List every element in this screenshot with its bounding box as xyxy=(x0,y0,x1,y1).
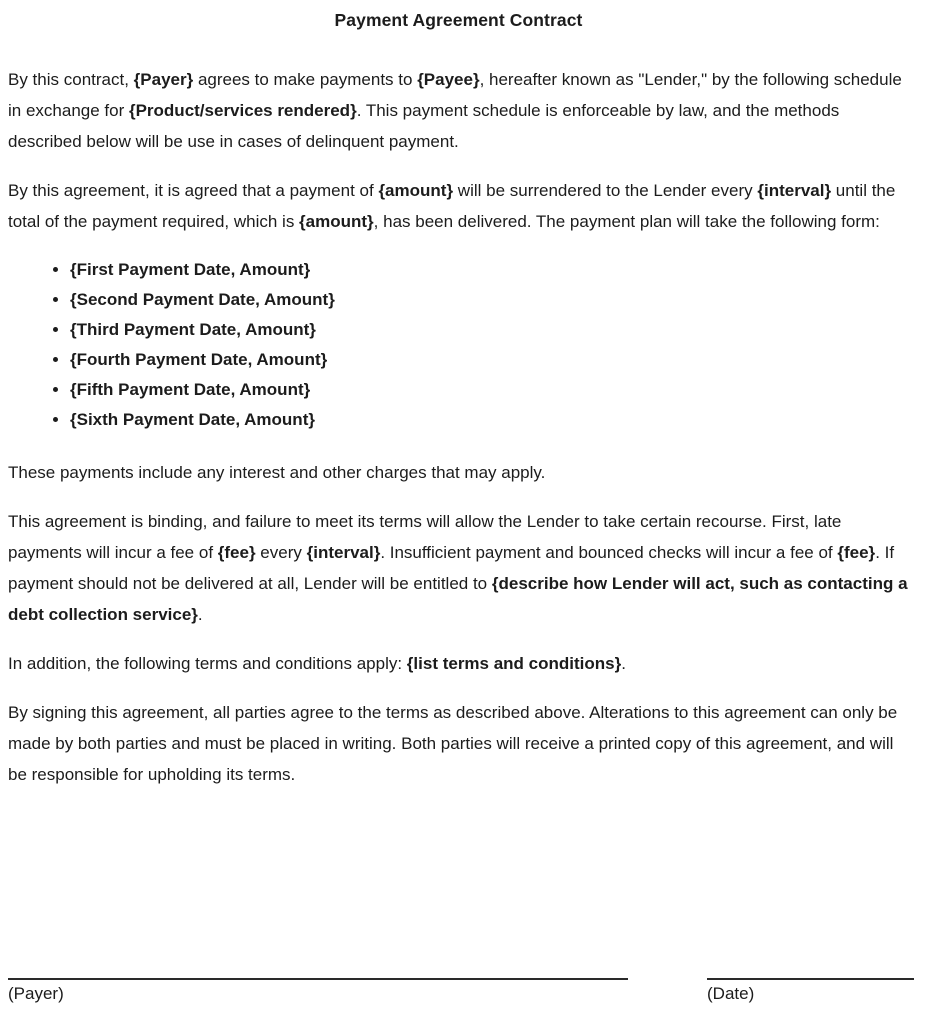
payment-schedule-list xyxy=(8,255,909,435)
payer-signature-field xyxy=(8,978,628,1006)
list-item: • {Third Payment Date, Amount} xyxy=(70,315,909,345)
signature-row xyxy=(8,978,914,1006)
paragraph-interest: These payments include any interest and other charges that may apply. xyxy=(8,463,546,482)
list-item: • {Fifth Payment Date, Amount} xyxy=(70,375,909,405)
paragraph-intro: By this contract, {Payer} agrees to make payments to {Payee}, hereafter known as "Lender," by the following schedule in exchange for {Product/services rendered}. This payment schedule is enforceable by law, and the methods described below will be use in cases of delinquent payment. xyxy=(8,70,902,151)
list-item: • {Second Payment Date, Amount} xyxy=(70,285,909,315)
list-item: • {Sixth Payment Date, Amount} xyxy=(70,405,909,435)
paragraph-closing: By signing this agreement, all parties agree to the terms as described above. Alterations to this agreement can only be made by both parties and must be placed in writing. Both parties will receive a printed copy of this agreement, and will be responsible for upholding its terms. xyxy=(8,703,898,784)
page-title: Payment Agreement Contract xyxy=(334,10,583,30)
date-signature-label: (Date) xyxy=(707,984,755,1003)
paragraph-recourse: This agreement is binding, and failure to meet its terms will allow the Lender to take certain recourse. First, late payments will incur a fee of {fee} every {interval}. Insufficient payment and bounced checks will incur a fee of {fee}. If payment should not be delivered at all, Lender will be entitled to {describe how Lender will act, such as contacting a debt collection service}. xyxy=(8,512,908,624)
list-item: • {First Payment Date, Amount} xyxy=(70,255,909,285)
payer-signature-label: (Payer) xyxy=(8,984,64,1003)
list-item: • {Fourth Payment Date, Amount} xyxy=(70,345,909,375)
payer-signature-line[interactable] xyxy=(8,978,628,980)
paragraph-terms: In addition, the following terms and conditions apply: {list terms and conditions}. xyxy=(8,654,626,673)
date-signature-field xyxy=(707,978,914,1006)
paragraph-schedule: By this agreement, it is agreed that a payment of {amount} will be surrendered to the Lender every {interval} until the total of the payment required, which is {amount}, has been delivered. The payment plan will take the following form: xyxy=(8,181,896,231)
date-signature-line[interactable] xyxy=(707,978,914,980)
